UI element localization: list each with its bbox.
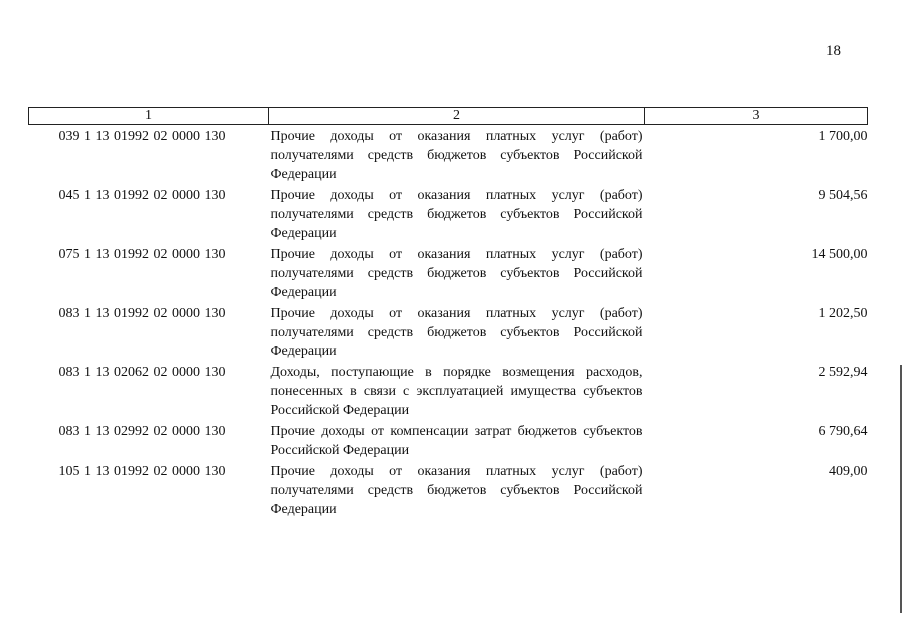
revenue-description: Прочие доходы от оказания платных услуг (работ) получателями средств бюджетов субъектов Российской Федерации: [270, 464, 643, 517]
table-row: [29, 462, 868, 521]
revenue-code: 083 1 13 02062 02 0000 130: [58, 365, 226, 380]
revenue-description: Прочие доходы от оказания платных услуг (работ) получателями средств бюджетов субъектов Российской Федерации: [270, 247, 643, 300]
table-row: [29, 125, 868, 187]
revenue-amount: 6 790,64: [818, 424, 868, 439]
revenue-code: 045 1 13 01992 02 0000 130: [58, 188, 226, 203]
table-row: [29, 186, 868, 245]
revenue-amount: 14 500,00: [811, 247, 868, 262]
table-row: [29, 422, 868, 462]
revenue-description: Прочие доходы от оказания платных услуг (работ) получателями средств бюджетов субъектов Российской Федерации: [270, 306, 643, 359]
revenue-code: 075 1 13 01992 02 0000 130: [58, 247, 226, 262]
revenue-code: 083 1 13 01992 02 0000 130: [58, 306, 226, 321]
column-header-3: 3: [645, 108, 868, 125]
revenue-description: Прочие доходы от компенсации затрат бюджетов субъектов Российской Федерации: [270, 424, 643, 458]
column-header-2: 2: [269, 108, 645, 125]
revenue-amount: 1 202,50: [818, 306, 868, 321]
revenue-code: 039 1 13 01992 02 0000 130: [58, 129, 226, 144]
revenue-amount: 2 592,94: [818, 365, 868, 380]
table-row: [29, 304, 868, 363]
revenue-amount: 1 700,00: [818, 129, 868, 144]
table-row: [29, 363, 868, 422]
budget-revenue-table: [28, 107, 868, 521]
scan-margin-line: [900, 365, 902, 613]
revenue-amount: 409,00: [829, 464, 868, 479]
page-number: 18: [826, 43, 841, 59]
revenue-description: Доходы, поступающие в порядке возмещения расходов, понесенных в связи с эксплуатацией имущества субъектов Российской Федерации: [270, 365, 643, 418]
revenue-code: 105 1 13 01992 02 0000 130: [58, 464, 226, 479]
revenue-description: Прочие доходы от оказания платных услуг (работ) получателями средств бюджетов субъектов Российской Федерации: [270, 129, 643, 182]
revenue-amount: 9 504,56: [818, 188, 868, 203]
revenue-description: Прочие доходы от оказания платных услуг (работ) получателями средств бюджетов субъектов Российской Федерации: [270, 188, 643, 241]
table-header-row: [29, 108, 868, 125]
table-row: [29, 245, 868, 304]
revenue-code: 083 1 13 02992 02 0000 130: [58, 424, 226, 439]
column-header-1: 1: [29, 108, 269, 125]
